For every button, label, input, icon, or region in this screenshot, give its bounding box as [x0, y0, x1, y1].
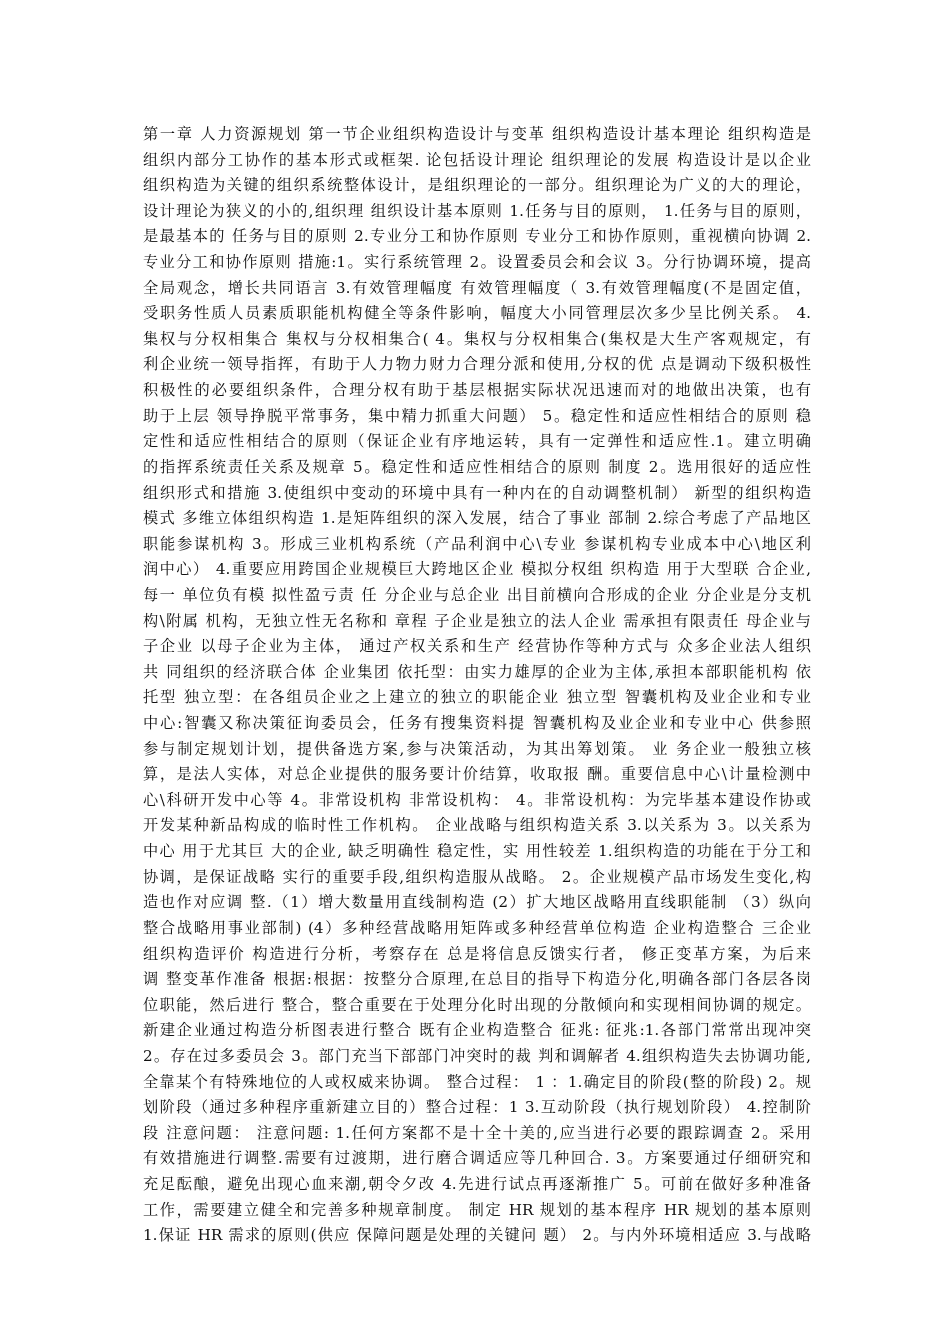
text-line: 职能参谋机构 3。形成三业机构系统（产品利润中心\专业 参谋机构专业成本中心\地区利: [143, 534, 811, 553]
text-line: 构\附属 机构，无独立性无名称和 章程 子企业是独立的法人企业 需承担有限责任 母企业与: [143, 611, 811, 630]
text-line: 模式 多维立体组织构造 1.是矩阵组织的深入发展，结合了事业 部制 2.综合考虑了产品地区: [143, 509, 811, 528]
text-line: 定性和适应性相结合的原则（保证企业有序地运转，具有一定弹性和适应性.1。建立明确: [143, 432, 811, 451]
text-line: 充足酝酿，避免出现心血来潮,朝令夕改 4.先进行试点再逐渐推广 5。可前在做好多种准备: [143, 1174, 811, 1193]
text-line: 中心 用于尤其巨 大的企业, 缺乏明确性 稳定性，实 用性较差 1.组织构造的功能在于分工和: [143, 842, 811, 861]
text-line: 划阶段（通过多种程序重新建立目的）整合过程：1 3.互动阶段（执行规划阶段） 4.控制阶: [143, 1098, 811, 1117]
text-line: 全靠某个有特殊地位的人或权威来协调。 整合过程： 1 ：1.确定目的阶段(整的阶段) 2。规: [143, 1072, 811, 1091]
text-line: 利企业统一领导指挥，有助于人力物力财力合理分派和使用,分权的优 点是调动下级积极性: [143, 355, 811, 374]
text-line: 新建企业通过构造分析图表进行整合 既有企业构造整合 征兆: 征兆:1.各部门常常出现冲突: [143, 1021, 811, 1040]
text-line: 的指挥系统责任关系及规章 5。稳定性和适应性相结合的原则 制度 2。选用很好的适应性: [143, 457, 811, 476]
text-line: 2。存在过多委员会 3。部门充当下部部门冲突时的裁 判和调解者 4.组织构造失去协调功能,: [143, 1046, 811, 1065]
text-line: 中心:智囊又称决策征询委员会，任务有搜集资料提 智囊机构及业企业和专业中心 供参照: [143, 714, 811, 733]
text-line: 段 注意问题： 注意问题: 1.任何方案都不是十全十美的,应当进行必要的跟踪调查 2。采用: [143, 1123, 811, 1142]
text-line: 造也作对应调 整.（1）增大数量用直线制构造 (2）扩大地区战略用直线职能制 （3）纵向: [143, 893, 811, 912]
text-line: 心\科研开发中心等 4。非常设机构 非常设机构： 4。非常设机构：为完毕基本建设作协或: [143, 790, 811, 809]
text-line: 协调，是保证战略 实行的重要手段,组织构造服从战略。 2。企业规模产品市场发生变化,构: [143, 867, 811, 886]
document-body: [143, 122, 811, 1249]
text-line: 专业分工和协作原则 措施:1。实行系统管理 2。设置委员会和会议 3。分行协调环境，提高: [143, 253, 811, 272]
text-line: 位职能，然后进行 整合，整合重要在于处理分化时出现的分散倾向和实现相间协调的规定。: [143, 995, 811, 1014]
text-line: 托型 独立型：在各组员企业之上建立的独立的职能企业 独立型 智囊机构及业企业和专业: [143, 688, 811, 707]
text-line: 是最基本的 任务与目的原则 2.专业分工和协作原则 专业分工和协作原则，重视横向协调 2.: [143, 227, 811, 246]
text-line: 全局观念，增长共同语言 3.有效管理幅度 有效管理幅度（ 3.有效管理幅度(不是固定值，: [143, 278, 811, 297]
text-line: 积极性的必要组织条件，合理分权有助于基层根据实际状况迅速而对的地做出决策，也有: [143, 381, 811, 400]
text-line: 工作，需要建立健全和完善多种规章制度。 制定 HR 规划的基本程序 HR 规划的基本原则: [143, 1200, 811, 1219]
text-line: 集权与分权相集合 集权与分权相集合( 4。集权与分权相集合(集权是大生产客观规定，有: [143, 329, 811, 348]
text-line: 助于上层 领导挣脱平常事务，集中精力抓重大问题） 5。稳定性和适应性相结合的原则 稳: [143, 406, 811, 425]
text-line: 每一 单位负有模 拟性盈亏责 任 分企业与总企业 出目前横向合形成的企业 分企业是分支机: [143, 585, 811, 604]
text-line: 算，是法人实体，对总企业提供的服务要计价结算，收取报 酬。重要信息中心\计量检测中: [143, 765, 811, 784]
text-line: 组织构造为关键的组织系统整体设计，是组织理论的一部分。组织理论为广义的大的理论，: [143, 176, 811, 195]
text-line: 1.保证 HR 需求的原则(供应 保障问题是处理的关键问 题） 2。与内外环境相适应 3.与战略: [143, 1226, 811, 1245]
text-line: 组织内部分工协作的基本形式或框架. 论包括设计理论 组织理论的发展 构造设计是以企业: [143, 150, 811, 169]
text-line: 调 整变革作准备 根据:根据：按整分合原理,在总目的指导下构造分化,明确各部门各层各岗: [143, 970, 811, 989]
text-line: 受职务性质人员素质职能机构健全等条件影响，幅度大小同管理层次多少呈比例关系。 4.: [143, 304, 811, 323]
text-line: 开发某种新品构成的临时性工作机构。 企业战略与组织构造关系 3.以关系为 3。以关系为: [143, 816, 811, 835]
text-line: 第一章 人力资源规划 第一节企业组织构造设计与变革 组织构造设计基本理论 组织构造是: [143, 125, 811, 143]
text-line: 设计理论为狭义的小的,组织理 组织设计基本原则 1.任务与目的原则， 1.任务与目的原则，: [143, 201, 811, 220]
text-line: 有效措施进行调整.需要有过渡期，进行磨合调适应等几种回合. 3。方案要通过仔细研究和: [143, 1149, 811, 1168]
text-line: 组织形式和措施 3.使组织中变动的环境中具有一种内在的自动调整机制） 新型的组织构造: [143, 483, 811, 502]
text-line: 子企业 以母子企业为主体， 通过产权关系和生产 经营协作等种方式与 众多企业法人组织: [143, 637, 811, 656]
text-line: 组织构造评价 构造进行分析，考察存在 总是将信息反馈实行者， 修正变革方案，为后来: [143, 944, 811, 963]
text-line: 润中心） 4.重要应用跨国企业规模巨大跨地区企业 模拟分权组 织构造 用于大型联 合企业,: [143, 560, 811, 579]
text-line: 参与制定规划计划，提供备选方案,参与决策活动，为其出筹划策。 业 务企业一般独立核: [143, 739, 811, 758]
text-line: 共 同组织的经济联合体 企业集团 依托型：由实力雄厚的企业为主体,承担本部职能机构 依: [143, 662, 811, 681]
text-line: 整合战略用事业部制) (4）多种经营战略用矩阵或多种经营单位构造 企业构造整合 三企业: [143, 918, 811, 937]
